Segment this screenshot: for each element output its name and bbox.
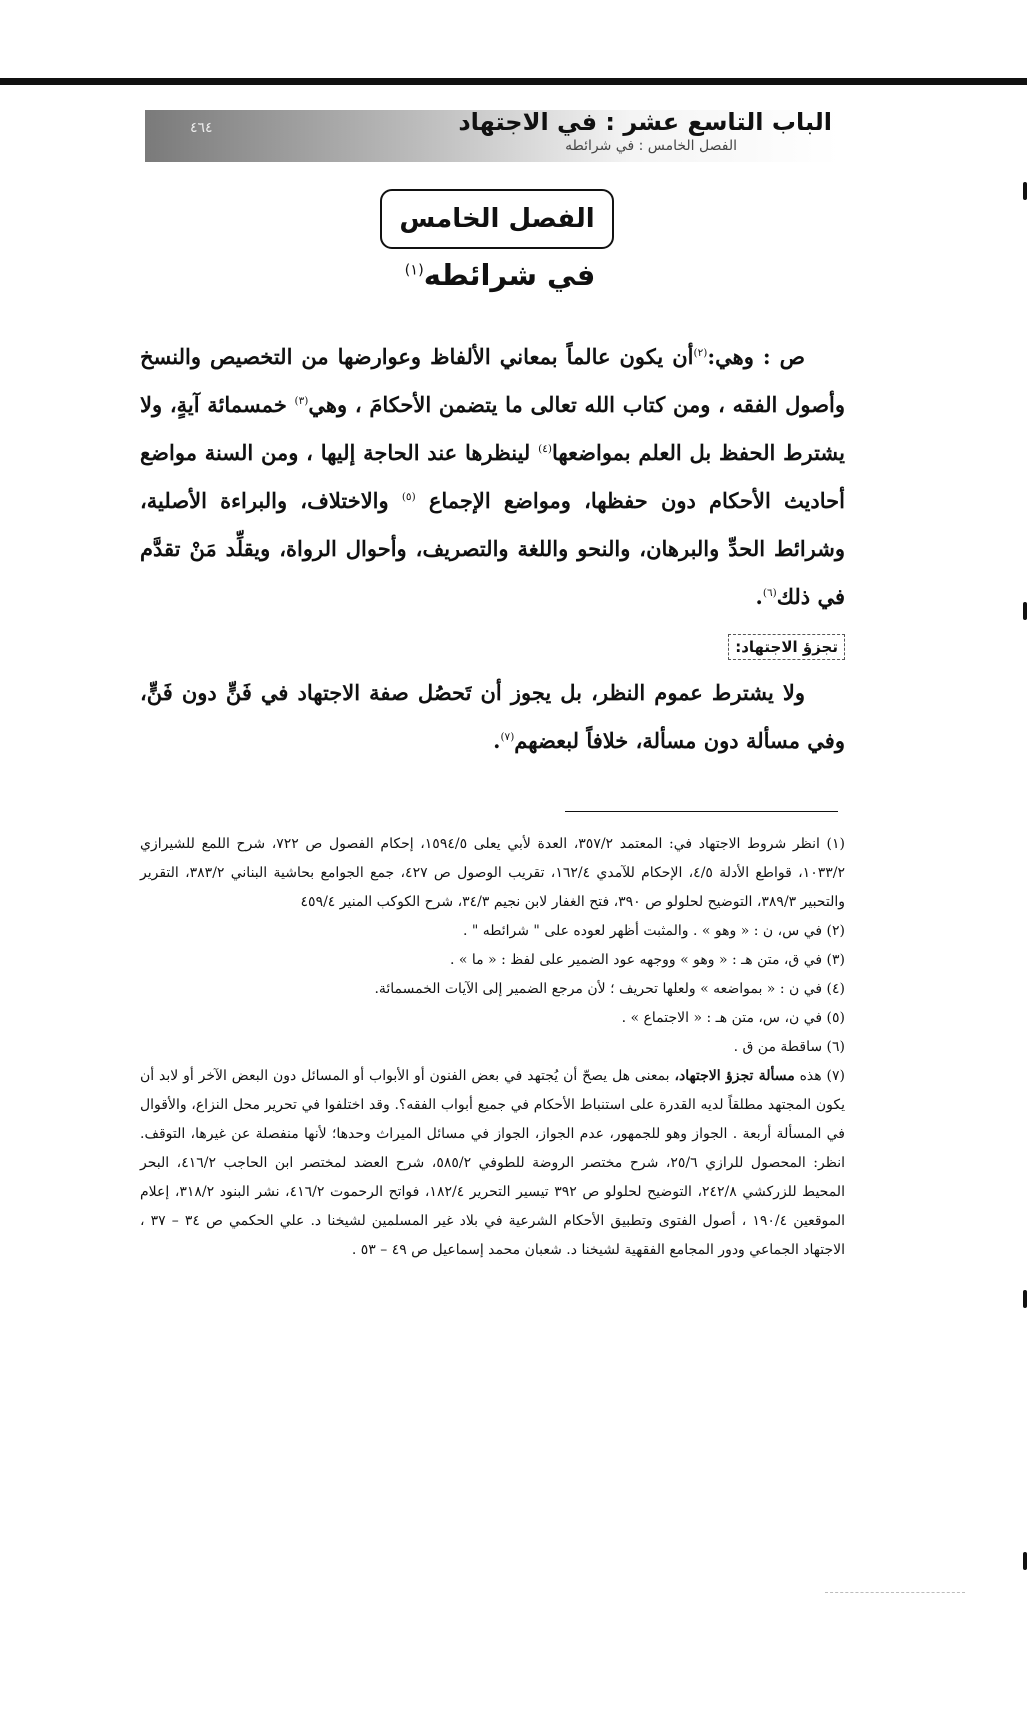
p1-part-f: . [755, 584, 763, 609]
p1-part-c: خمسمائة آيةٍ، ولا يشترط الحفظ بل العلم بمواضعها [140, 392, 846, 465]
footnote-separator [565, 811, 838, 812]
footnote-6: (٦) ساقطة من ق . [733, 1039, 845, 1055]
footnote-7-lead: (٧) هذه [794, 1068, 845, 1084]
footnote-ref-3: (٣) [294, 395, 309, 407]
running-header-section: الفصل الخامس : في شرائطه [565, 138, 737, 154]
footnote-3: (٣) في ق، متن هـ : « وهو » ووجهه عود الضمير على لفظ : « ما » . [449, 952, 845, 968]
footnote-7-body: بمعنى هل يصحّ أن يُجتهد في بعض الفنون أو الأبواب أو المسائل دون البعض الآخر أو لابد أن يكون المجتهد مطلقاً لديه القدرة على استنباط الأحكام في جميع أبواب الفقه؟. وقد اختلفوا في تحرير محل النزاع، والأقوال في المسألة أربعة . الجواز وهو للجمهور، عدم الجواز، الجواز في مسائل الميراث وحدها؛ لأنها منفصلة عن غيرها، التوقف. انظر: المحصول للرازي ٢٥/٦، شرح مختصر الروضة للطوفي ٥٨٥/٢، شرح العضد لمختصر ابن الحاجب ٤١٦/٢، البحر المحيط للزركشي ٢٤٢/٨، التوضيح لحلولو ص ٣٩٢ تيسير التحرير ١٨٢/٤، فواتح الرحموت ٤١٦/٢، نشر البنود ٣١٨/٢، إعلام الموقعين ١٩٠/٤ ، أصول الفتوى وتطبيق الأحكام الشرعية في بلاد غير المسلمين لشيخنا د. علي الحكمي ص ٣٤ – ٣٧ ، الاجتهاد الجماعي ودور المجامع الفقهية لشيخنا د. شعبان محمد إسماعيل ص ٤٩ – ٥٣ . [140, 1068, 846, 1258]
main-text [140, 333, 845, 765]
page-number: ٤٦٤ [190, 120, 213, 136]
footnote-2: (٢) في س، ن : « وهو » . والمثبت أظهر لعوده على " شرائطه " . [462, 923, 845, 939]
binding-mark [1023, 1290, 1027, 1308]
footnote-ref-5: (٥) [401, 491, 416, 503]
footnote-7 [140, 1062, 845, 1265]
footnote-5: (٥) في ن، س، متن هـ : « الاجتماع » . [621, 1010, 845, 1026]
footnote-ref-2: (٢) [693, 347, 708, 359]
section-title-box [380, 189, 614, 249]
running-header-chapter: الباب التاسع عشر : في الاجتهاد [458, 108, 832, 136]
footnote-ref-7: (٧) [500, 731, 515, 743]
paragraph-conditions [140, 333, 845, 621]
scan-artifact-line [825, 1592, 965, 1593]
section-subtitle-text: في شرائطه [423, 258, 596, 292]
p1-part-e: والاختلاف، والبراءة الأصلية، وشرائط الحدِّ والبرهان، والنحو واللغة والتصريف، وأحوال الرواة، ويقلِّد مَنْ تقدَّم في ذلك [140, 488, 845, 609]
footnote-4: (٤) في ن : « بمواضعه » ولعلها تحريف ؛ لأن مرجع الضمير إلى الآيات الخمسمائة. [374, 981, 845, 997]
footnote-1: (١) انظر شروط الاجتهاد في: المعتمد ٣٥٧/٢، العدة لأبي يعلى ١٥٩٤/٥، إحكام الفصول ص ٧٢٢، شرح اللمع للشيرازي ١٠٣٣/٢، قواطع الأدلة ٤/٥، الإحكام للآمدي ١٦٢/٤، تقريب الوصول ص ٤٢٧، جمع الجوامع بحاشية البناني ٣٨٣/٢، التقرير والتحبير ٣٨٩/٣، التوضيح لحلولو ص ٣٩٠، فتح الغفار لابن نجيم ٣٤/٣، شرح الكوكب المنير ٤٥٩/٤ [140, 836, 845, 910]
section-title: الفصل الخامس [399, 204, 595, 234]
p1-part-b: أن يكون عالماً بمعاني الألفاظ وعوارضها من التخصيص والنسخ وأصول الفقه ، ومن كتاب الله تعالى ما يتضمن الأحكامَ ، وهي [140, 344, 845, 417]
footnotes [140, 830, 845, 1265]
footnote-ref-1: (١) [404, 262, 424, 279]
binding-mark [1023, 1552, 1027, 1570]
paragraph-partial-ijtihad [140, 669, 845, 765]
side-heading-tajazzu: تجزؤ الاجتهاد: [728, 634, 845, 660]
binding-mark [1023, 182, 1027, 200]
footnote-ref-4: (٤) [538, 443, 552, 455]
p1-part-a: ص : وهي: [707, 344, 805, 369]
top-rule [0, 78, 1027, 85]
footnote-7-term: مسألة تجزؤ الاجتهاد، [674, 1068, 795, 1084]
footnote-ref-6: (٦) [762, 587, 777, 599]
binding-mark [1023, 602, 1027, 620]
p2-part-a: ولا يشترط عموم النظر، بل يجوز أن تَحصُل صفة الاجتهاد في فَنٍّ دون فَنٍّ، وفي مسألة دون مسألة، خلافاً لبعضهم [140, 680, 845, 753]
section-subtitle [300, 258, 700, 292]
p2-part-b: . [493, 728, 501, 753]
p1-part-d: لينظرها عند الحاجة إليها ، ومن السنة مواضع أحاديث الأحكام دون حفظها، ومواضع الإجماع [140, 440, 845, 513]
